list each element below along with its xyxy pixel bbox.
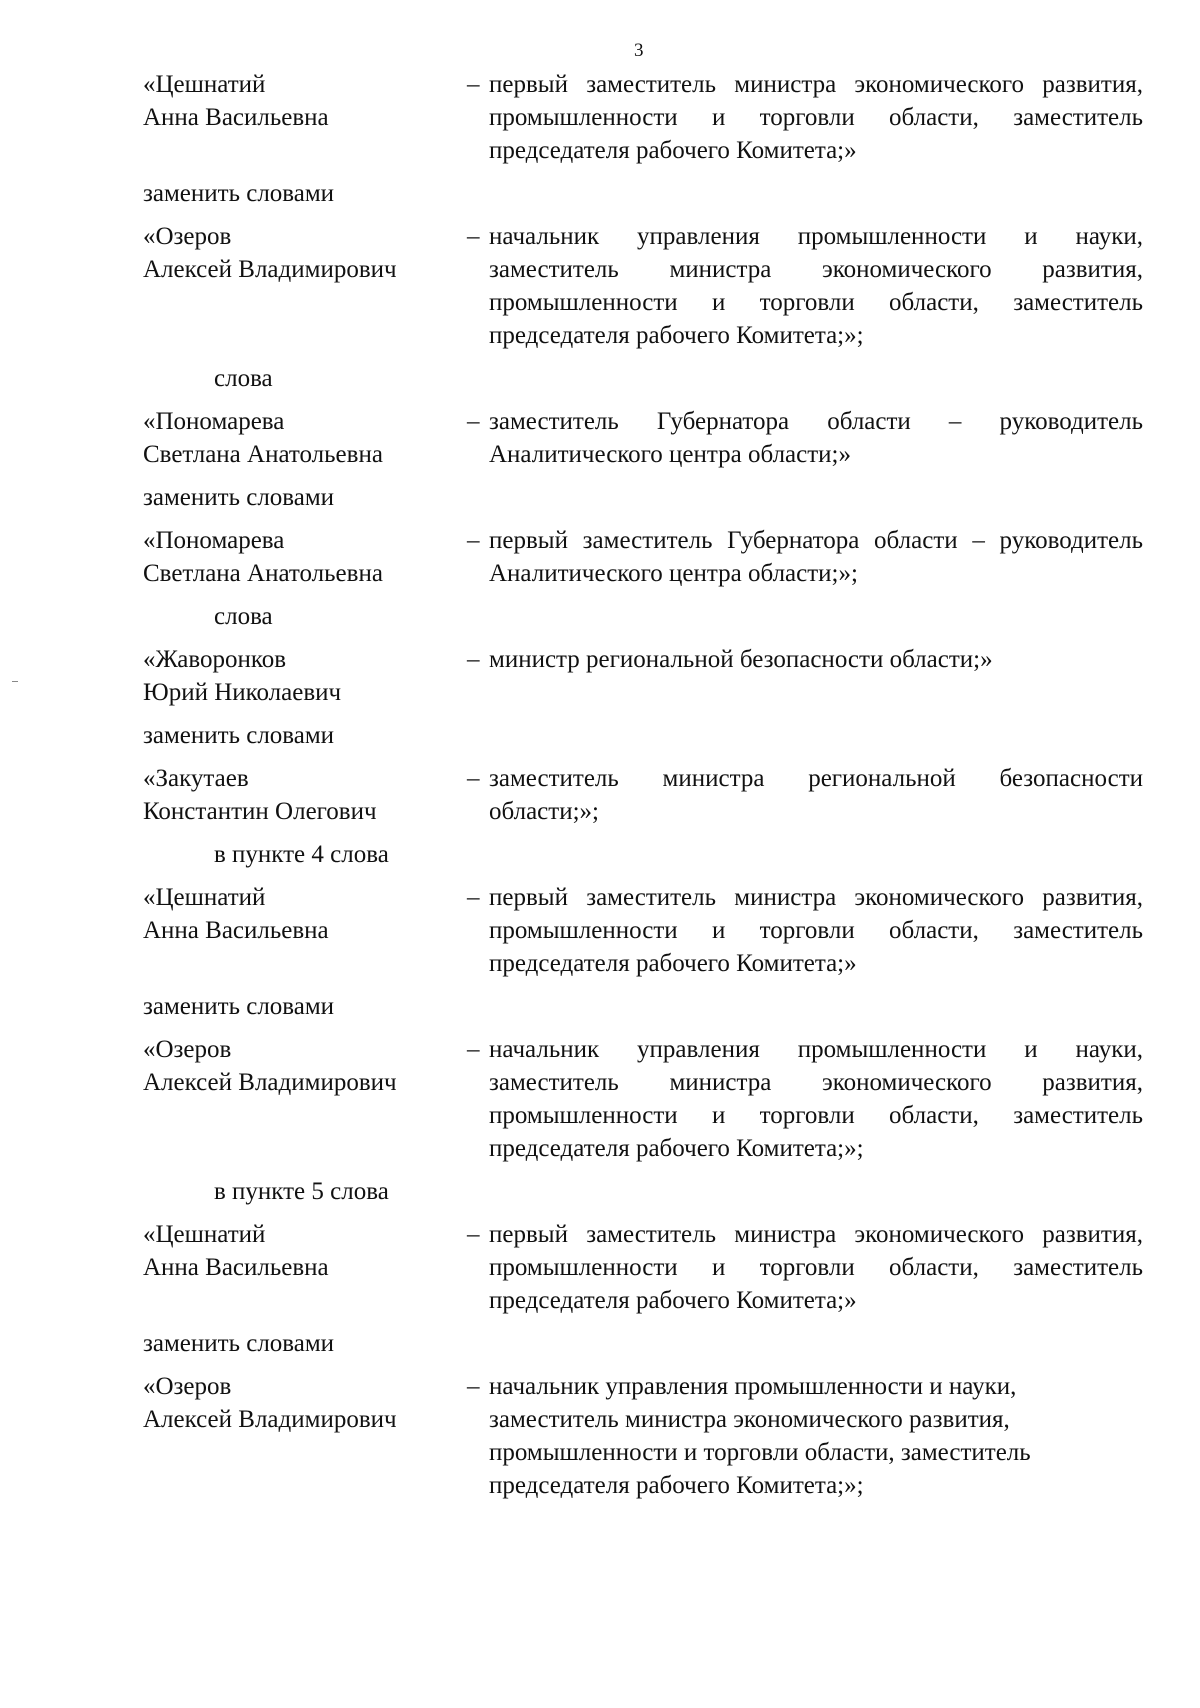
person-name bbox=[143, 405, 463, 471]
given-names: Анна Васильевна bbox=[143, 104, 329, 131]
position-description: первый заместитель Губернатора области – руководитель Аналитического центра области;»; bbox=[489, 527, 1143, 587]
given-names: Светлана Анатольевна bbox=[143, 441, 383, 468]
person-name bbox=[143, 524, 463, 590]
dash: – bbox=[467, 1221, 480, 1248]
person-entry bbox=[143, 1033, 1143, 1165]
surname: «Озеров bbox=[143, 223, 232, 250]
person-name bbox=[143, 1033, 463, 1165]
instruction: заменить словами bbox=[143, 1330, 335, 1357]
person-entry bbox=[143, 524, 1143, 590]
dash: – bbox=[467, 765, 480, 792]
surname: «Цешнатий bbox=[143, 884, 266, 911]
person-entry bbox=[143, 881, 1143, 980]
given-names: Константин Олегович bbox=[143, 798, 377, 825]
document-body bbox=[143, 68, 1143, 1512]
person-name bbox=[143, 1370, 463, 1502]
position-description: министр региональной безопасности области;» bbox=[489, 646, 993, 673]
person-entry bbox=[143, 1370, 1143, 1502]
person-name bbox=[143, 1218, 463, 1317]
person-entry bbox=[143, 643, 1143, 709]
person-name bbox=[143, 762, 463, 828]
person-entry bbox=[143, 220, 1143, 352]
page-number: 3 bbox=[634, 40, 644, 61]
position-description: заместитель Губернатора области – руководитель Аналитического центра области;» bbox=[489, 408, 1143, 468]
position-description: первый заместитель министра экономического развития, промышленности и торговли области, заместитель председателя рабочего Комитета;» bbox=[489, 71, 1143, 164]
person-name bbox=[143, 68, 463, 167]
instruction: заменить словами bbox=[143, 993, 335, 1020]
person-entry bbox=[143, 405, 1143, 471]
dash: – bbox=[467, 223, 480, 250]
instruction: заменить словами bbox=[143, 180, 335, 207]
given-names: Алексей Владимирович bbox=[143, 1406, 397, 1433]
position-description: начальник управления промышленности и науки, заместитель министра экономического развития, промышленности и торговли области, заместитель председателя рабочего Комитета;»; bbox=[489, 1036, 1143, 1162]
instruction: слова bbox=[214, 603, 273, 630]
given-names: Анна Васильевна bbox=[143, 1254, 329, 1281]
position-description: первый заместитель министра экономического развития, промышленности и торговли области, заместитель председателя рабочего Комитета;» bbox=[489, 884, 1143, 977]
person-entry bbox=[143, 1218, 1143, 1317]
surname: «Цешнатий bbox=[143, 1221, 266, 1248]
person-entry bbox=[143, 68, 1143, 167]
dash: – bbox=[467, 884, 480, 911]
dash: – bbox=[467, 408, 480, 435]
given-names: Светлана Анатольевна bbox=[143, 560, 383, 587]
instruction: в пункте 5 слова bbox=[214, 1178, 389, 1205]
surname: «Цешнатий bbox=[143, 71, 266, 98]
person-name bbox=[143, 643, 463, 709]
dash: – bbox=[467, 527, 480, 554]
given-names: Юрий Николаевич bbox=[143, 679, 342, 706]
given-names: Алексей Владимирович bbox=[143, 1069, 397, 1096]
given-names: Алексей Владимирович bbox=[143, 256, 397, 283]
position-description: начальник управления промышленности и науки, заместитель министра экономического развития, промышленности и торговли области, заместитель председателя рабочего Комитета;»; bbox=[489, 223, 1143, 349]
surname: «Пономарева bbox=[143, 408, 285, 435]
instruction: заменить словами bbox=[143, 484, 335, 511]
person-name bbox=[143, 220, 463, 352]
position-description: заместитель министра региональной безопасности области;»; bbox=[489, 765, 1143, 825]
position-description: первый заместитель министра экономического развития, промышленности и торговли области, заместитель председателя рабочего Комитета;» bbox=[489, 1221, 1143, 1314]
dash: – bbox=[467, 646, 480, 673]
instruction: слова bbox=[214, 365, 273, 392]
surname: «Закутаев bbox=[143, 765, 249, 792]
surname: «Озеров bbox=[143, 1373, 232, 1400]
instruction: в пункте 4 слова bbox=[214, 841, 389, 868]
surname: «Озеров bbox=[143, 1036, 232, 1063]
person-name bbox=[143, 881, 463, 980]
scan-artifact bbox=[12, 681, 18, 682]
person-entry bbox=[143, 762, 1143, 828]
dash: – bbox=[467, 1036, 480, 1063]
dash: – bbox=[467, 1373, 480, 1400]
instruction: заменить словами bbox=[143, 722, 335, 749]
surname: «Пономарева bbox=[143, 527, 285, 554]
dash: – bbox=[467, 71, 480, 98]
surname: «Жаворонков bbox=[143, 646, 287, 673]
position-description: начальник управления промышленности и науки, заместитель министра экономического развития, промышленности и торговли области, заместитель председателя рабочего Комитета;»; bbox=[489, 1373, 1031, 1499]
given-names: Анна Васильевна bbox=[143, 917, 329, 944]
